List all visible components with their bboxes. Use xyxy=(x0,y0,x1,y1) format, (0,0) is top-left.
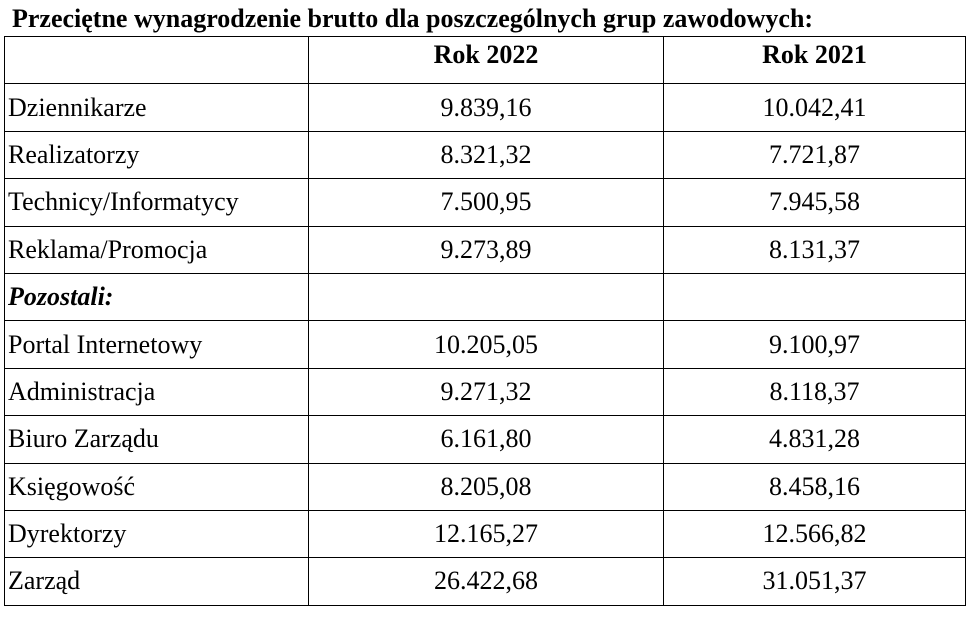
header-cell-group xyxy=(5,37,309,84)
value-2022: 10.205,05 xyxy=(309,321,664,368)
value-2022 xyxy=(309,273,664,320)
table-row xyxy=(5,131,966,178)
table-row xyxy=(5,84,966,131)
table-row xyxy=(5,368,966,415)
value-2022: 26.422,68 xyxy=(309,558,664,605)
table-row xyxy=(5,463,966,510)
group-label: Dyrektorzy xyxy=(5,510,309,557)
header-row xyxy=(5,37,966,84)
header-cell-2022: Rok 2022 xyxy=(309,37,664,84)
value-2022: 9.271,32 xyxy=(309,368,664,415)
value-2021: 4.831,28 xyxy=(664,416,966,463)
value-2021: 8.458,16 xyxy=(664,463,966,510)
value-2022: 8.205,08 xyxy=(309,463,664,510)
value-2021: 7.721,87 xyxy=(664,131,966,178)
group-label: Portal Internetowy xyxy=(5,321,309,368)
table-row xyxy=(5,416,966,463)
value-2022: 7.500,95 xyxy=(309,179,664,226)
value-2022: 6.161,80 xyxy=(309,416,664,463)
group-label: Biuro Zarządu xyxy=(5,416,309,463)
value-2021: 8.118,37 xyxy=(664,368,966,415)
value-2021: 8.131,37 xyxy=(664,226,966,273)
value-2021: 31.051,37 xyxy=(664,558,966,605)
value-2022: 8.321,32 xyxy=(309,131,664,178)
section-label: Pozostali: xyxy=(5,273,309,320)
value-2021: 7.945,58 xyxy=(664,179,966,226)
value-2021 xyxy=(664,273,966,320)
table-row xyxy=(5,226,966,273)
table-row xyxy=(5,510,966,557)
group-label: Zarząd xyxy=(5,558,309,605)
table-row xyxy=(5,179,966,226)
value-2021: 10.042,41 xyxy=(664,84,966,131)
group-label: Realizatorzy xyxy=(5,131,309,178)
salary-table xyxy=(4,36,966,606)
value-2021: 12.566,82 xyxy=(664,510,966,557)
value-2022: 9.839,16 xyxy=(309,84,664,131)
section-row xyxy=(5,273,966,320)
group-label: Administracja xyxy=(5,368,309,415)
value-2022: 12.165,27 xyxy=(309,510,664,557)
table-row xyxy=(5,321,966,368)
group-label: Technicy/Informatycy xyxy=(5,179,309,226)
group-label: Dziennikarze xyxy=(5,84,309,131)
value-2022: 9.273,89 xyxy=(309,226,664,273)
header-cell-2021: Rok 2021 xyxy=(664,37,966,84)
group-label: Reklama/Promocja xyxy=(5,226,309,273)
document-title: Przeciętne wynagrodzenie brutto dla poszczególnych grup zawodowych: xyxy=(12,4,814,33)
table-row xyxy=(5,558,966,605)
value-2021: 9.100,97 xyxy=(664,321,966,368)
group-label: Księgowość xyxy=(5,463,309,510)
